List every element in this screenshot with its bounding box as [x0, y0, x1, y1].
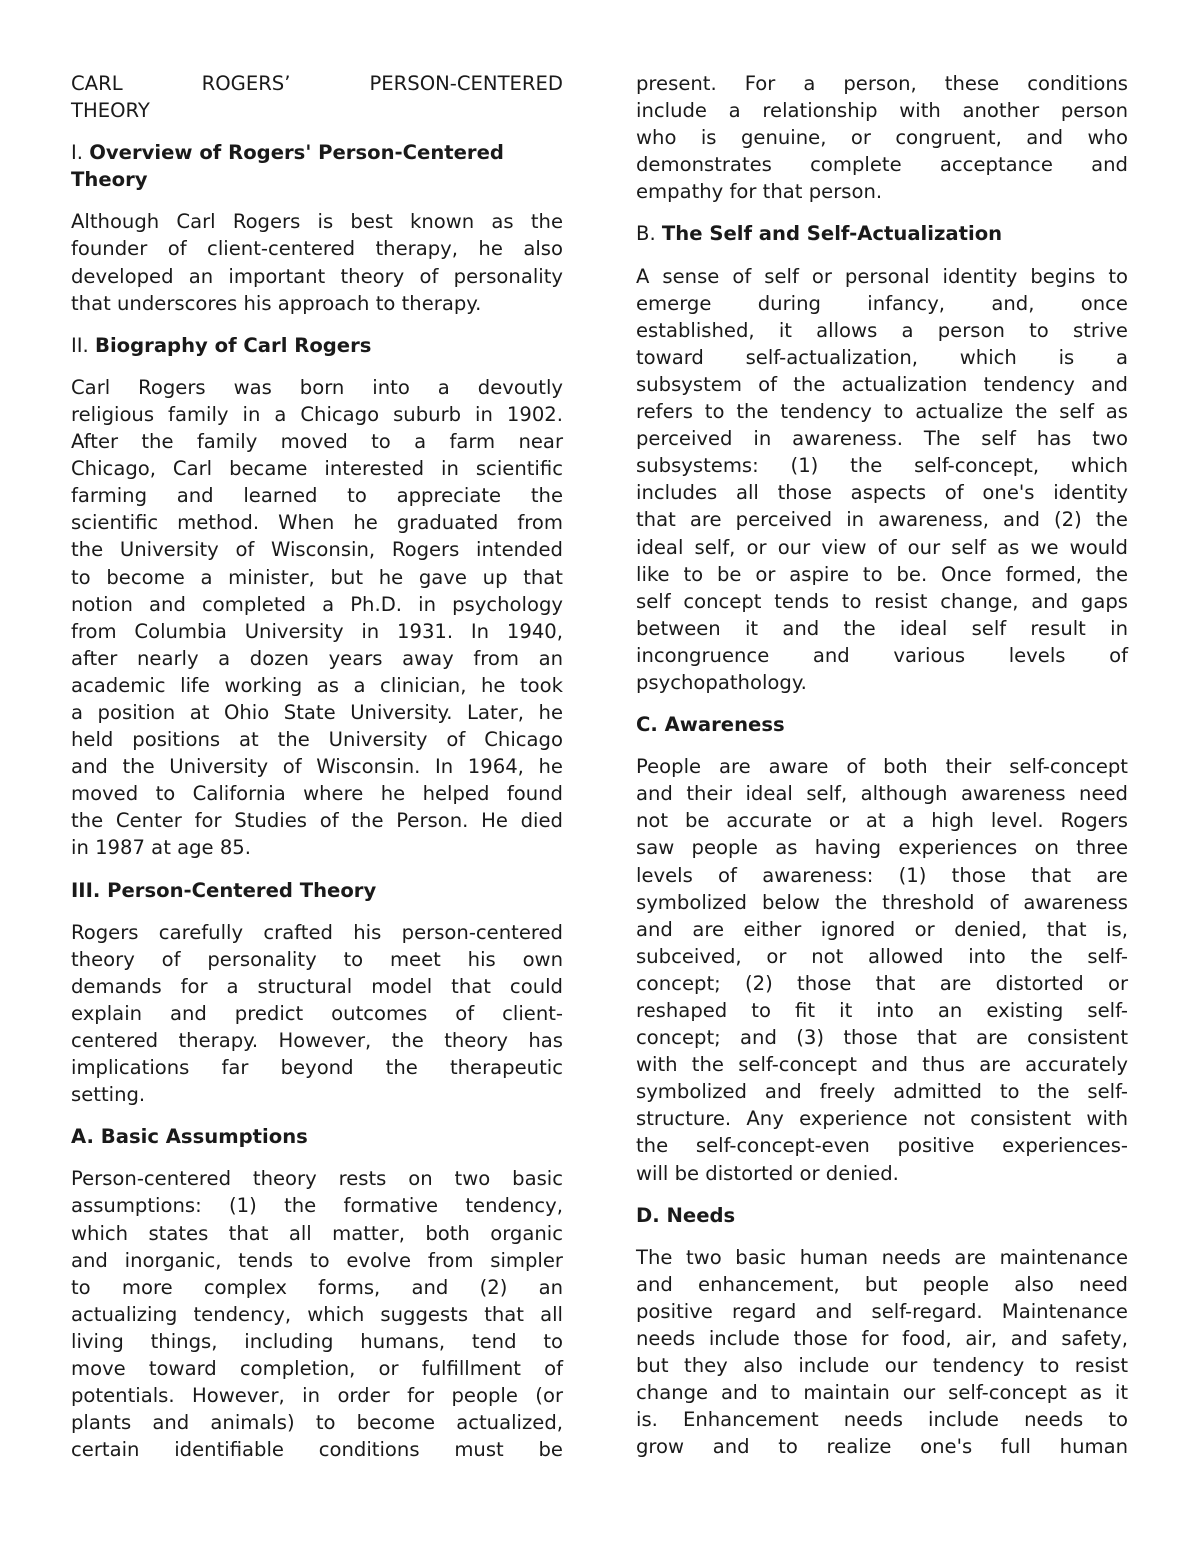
document-title-line-1: CARL ROGERS’ PERSON-CENTERED	[71, 72, 563, 95]
theory-line: centered therapy. However, the theory has	[71, 1029, 563, 1052]
biography-line: and the University of Wisconsin. In 1964, he	[71, 755, 563, 779]
theory-line: explain and predict outcomes of client-	[71, 1001, 563, 1025]
assumptions-line: which states that all matter, both organic	[71, 1221, 563, 1245]
self-line: self concept tends to resist change, and gaps	[636, 589, 1128, 613]
biography-line: after nearly a dozen years away from an	[71, 646, 563, 670]
assumptions-line: Person-centered theory rests on two basic	[71, 1167, 563, 1191]
document-title-line-2: THEORY	[71, 99, 150, 123]
self-line: ideal self, or our view of our self as we would	[636, 535, 1128, 559]
theory-line: implications far beyond the therapeutic	[71, 1056, 563, 1080]
needs-line: needs include those for food, air, and safety,	[636, 1327, 1128, 1351]
needs-line: is. Enhancement needs include needs to	[636, 1408, 1128, 1432]
self-line: like to be or aspire to be. Once formed, the	[636, 562, 1128, 586]
overview-heading: I. Overview of Rogers' Person-Centered	[71, 141, 504, 165]
left-column	[71, 70, 563, 1463]
right-column	[636, 70, 1128, 1461]
assumptions-line: actualizing tendency, which suggests that all	[71, 1302, 563, 1326]
awareness-line: and their ideal self, although awareness need	[636, 782, 1128, 806]
self-line: A sense of self or personal identity begins to	[636, 264, 1128, 288]
biography-line: moved to California where he helped found	[71, 782, 563, 806]
self-line: includes all those aspects of one's identity	[636, 481, 1128, 505]
awareness-line: with the self-concept and thus are accurately	[636, 1053, 1128, 1077]
assumptions-line: assumptions: (1) the formative tendency,	[71, 1194, 563, 1218]
biography-line: notion and completed a Ph.D. in psychology	[71, 592, 563, 616]
assumptions-line: who is genuine, or congruent, and who	[636, 126, 1128, 150]
assumptions-line: to more complex forms, and (2) an	[71, 1275, 563, 1299]
biography-line: academic life working as a clinician, he took	[71, 673, 563, 697]
needs-line: but they also include our tendency to resist	[636, 1354, 1128, 1378]
biography-line: After the family moved to a farm near	[71, 430, 563, 454]
awareness-line: concept; and (3) those that are consistent	[636, 1026, 1128, 1050]
assumptions-heading: A. Basic Assumptions	[71, 1125, 308, 1149]
needs-line: change and to maintain our self-concept as it	[636, 1381, 1128, 1405]
biography-line: religious family in a Chicago suburb in 1902.	[71, 402, 563, 426]
awareness-line: People are aware of both their self-concept	[636, 755, 1128, 779]
awareness-line: reshaped to fit it into an existing self-	[636, 999, 1128, 1022]
awareness-line: symbolized below the threshold of awareness	[636, 890, 1128, 914]
self-line: emerge during infancy, and, once	[636, 291, 1128, 315]
needs-line: grow and to realize one's full human	[636, 1435, 1128, 1459]
assumptions-line: present. For a person, these conditions	[636, 72, 1128, 95]
self-line: perceived in awareness. The self has two	[636, 427, 1128, 451]
biography-line: farming and learned to appreciate the	[71, 484, 563, 508]
self-line: refers to the tendency to actualize the self as	[636, 400, 1128, 424]
theory-line: Rogers carefully crafted his person-centered	[71, 920, 563, 944]
theory-line: setting.	[71, 1083, 146, 1107]
needs-line: The two basic human needs are maintenance	[636, 1245, 1128, 1269]
biography-line: Chicago, Carl became interested in scientific	[71, 457, 563, 481]
needs-line: positive regard and self-regard. Maintenance	[636, 1299, 1128, 1323]
self-line: psychopathology.	[636, 670, 807, 694]
theory-line: demands for a structural model that could	[71, 974, 563, 998]
self-line: subsystems: (1) the self-concept, which	[636, 454, 1128, 478]
self-line: that are perceived in awareness, and (2) the	[636, 508, 1128, 532]
awareness-line: symbolized and freely admitted to the self-	[636, 1080, 1128, 1104]
self-line: incongruence and various levels of	[636, 643, 1128, 667]
awareness-line: the self-concept-even positive experiences-	[636, 1134, 1128, 1158]
awareness-heading: C. Awareness	[636, 713, 785, 737]
assumptions-line: potentials. However, in order for people (or	[71, 1384, 563, 1408]
biography-heading: II. Biography of Carl Rogers	[71, 333, 372, 357]
self-heading: B. The Self and Self-Actualization	[636, 222, 1003, 246]
assumptions-line: certain identifiable conditions must be	[71, 1438, 563, 1462]
biography-line: a position at Ohio State University. Later, he	[71, 700, 563, 724]
self-line: between it and the ideal self result in	[636, 616, 1128, 640]
biography-line: the Center for Studies of the Person. He died	[71, 809, 563, 833]
assumptions-line: living things, including humans, tend to	[71, 1329, 563, 1353]
biography-line: in 1987 at age 85.	[71, 836, 251, 860]
needs-line: and enhancement, but people also need	[636, 1272, 1128, 1296]
awareness-line: structure. Any experience not consistent with	[636, 1107, 1128, 1131]
overview-line: developed an important theory of personality	[71, 264, 563, 288]
biography-line: scientific method. When he graduated from	[71, 511, 563, 535]
self-line: subsystem of the actualization tendency and	[636, 372, 1128, 396]
overview-line: Although Carl Rogers is best known as the	[71, 210, 563, 234]
awareness-line: not be accurate or at a high level. Rogers	[636, 809, 1128, 833]
assumptions-line: demonstrates complete acceptance and	[636, 153, 1128, 177]
theory-heading: III. Person-Centered Theory	[71, 878, 377, 902]
awareness-line: concept; (2) those that are distorted or	[636, 971, 1128, 995]
biography-line: to become a minister, but he gave up that	[71, 565, 563, 589]
overview-line: founder of client-centered therapy, he also	[71, 237, 563, 261]
overview-line: that underscores his approach to therapy.	[71, 291, 482, 315]
awareness-line: and are either ignored or denied, that is,	[636, 917, 1128, 941]
awareness-line: subceived, or not allowed into the self-	[636, 944, 1128, 968]
assumptions-line: move toward completion, or fulfillment of	[71, 1357, 563, 1381]
biography-line: the University of Wisconsin, Rogers intended	[71, 538, 563, 562]
biography-line: from Columbia University in 1931. In 1940,	[71, 619, 563, 643]
theory-line: theory of personality to meet his own	[71, 947, 563, 971]
awareness-line: saw people as having experiences on three	[636, 836, 1128, 860]
awareness-line: levels of awareness: (1) those that are	[636, 863, 1128, 887]
self-line: toward self-actualization, which is a	[636, 345, 1128, 369]
biography-line: Carl Rogers was born into a devoutly	[71, 375, 563, 399]
biography-line: held positions at the University of Chicago	[71, 728, 563, 752]
self-line: established, it allows a person to strive	[636, 318, 1128, 342]
needs-heading: D. Needs	[636, 1203, 736, 1227]
awareness-line: will be distorted or denied.	[636, 1161, 899, 1185]
assumptions-line: include a relationship with another person	[636, 99, 1128, 123]
assumptions-line: empathy for that person.	[636, 180, 883, 204]
overview-heading-line-2: Theory	[71, 168, 148, 192]
assumptions-line: and inorganic, tends to evolve from simpler	[71, 1248, 563, 1272]
assumptions-line: plants and animals) to become actualized,	[71, 1411, 563, 1435]
